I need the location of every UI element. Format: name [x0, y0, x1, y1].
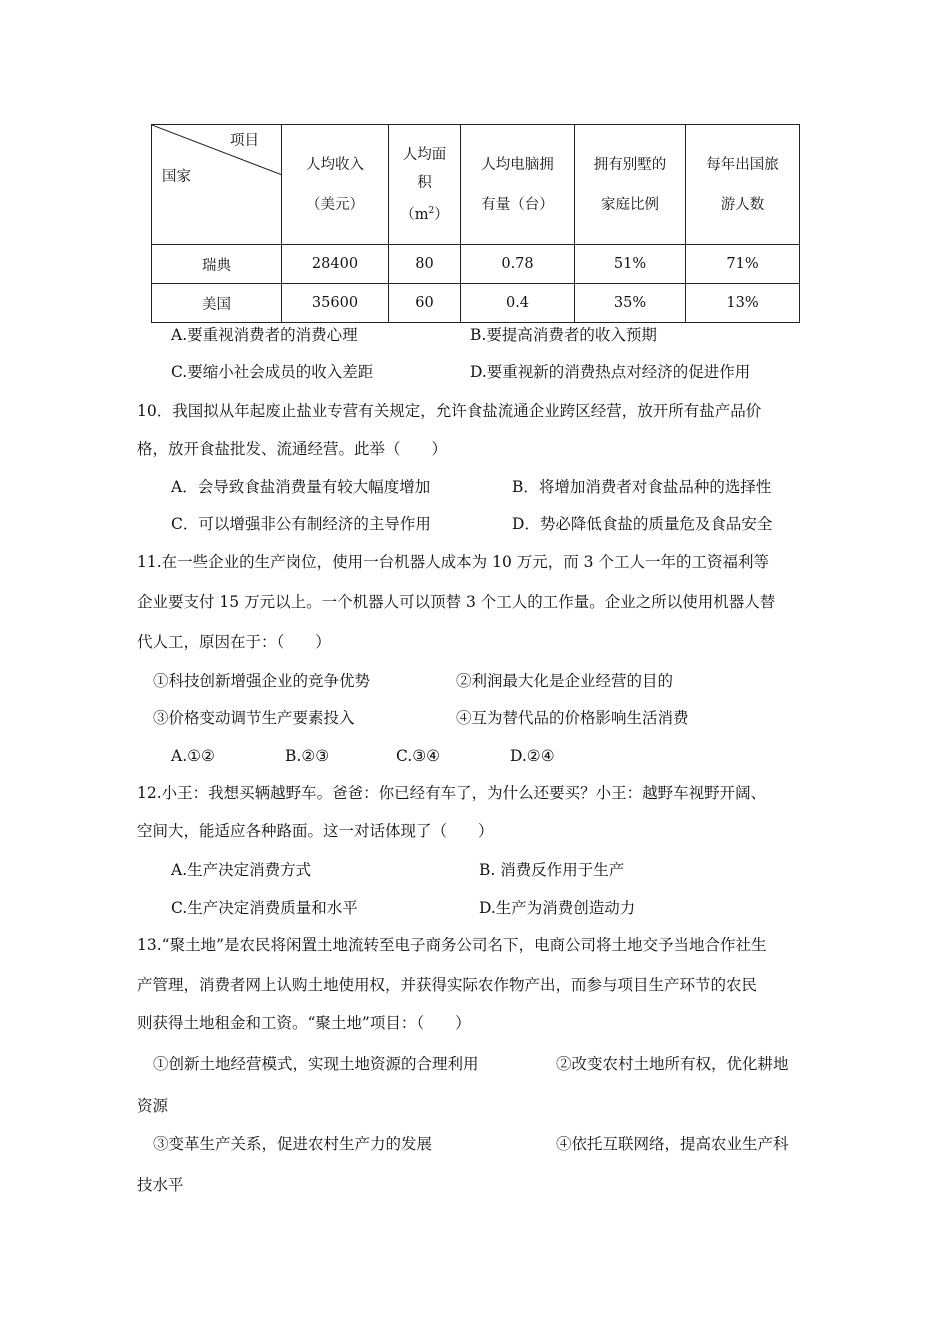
table-header-row [152, 125, 800, 245]
cell-value: 71% [686, 245, 800, 284]
table-corner-cell [152, 125, 282, 245]
q13-stem-line: 则获得土地租金和工资。“聚土地”项目：（ ） [137, 1014, 471, 1032]
corner-label-item: 项目 [230, 133, 259, 149]
q10-option-d: D．势必降低食盐的质量危及食品安全 [512, 515, 773, 533]
header-area: 人均面 积 $(m^2)$ [389, 125, 461, 245]
q12-option-a: A.生产决定消费方式 [171, 861, 312, 879]
q11-statement-2: ②利润最大化是企业经营的目的 [456, 672, 674, 690]
header-travel: 每年出国旅 游人数 [686, 125, 800, 245]
cell-value: 60 [389, 284, 461, 323]
q10-stem-line: 格，放开食盐批发、流通经营。此举（ ） [137, 440, 448, 458]
q11-stem-line: 11.在一些企业的生产岗位，使用一台机器人成本为 10 万元，而 3 个工人一年的工资福利等 [137, 553, 769, 571]
q9-option-b: B.要提高消费者的收入预期 [470, 326, 657, 344]
q12-option-d: D.生产为消费创造动力 [479, 899, 636, 917]
q10-option-c: C．可以增强非公有制经济的主导作用 [171, 515, 431, 533]
table-row [152, 245, 800, 284]
q13-statement-2: ②改变农村土地所有权，优化耕地 [556, 1055, 789, 1073]
q11-stem-line: 代人工，原因在于：（ ） [137, 633, 331, 651]
q10-option-b: B．将增加消费者对食盐品种的选择性 [512, 478, 772, 496]
q10-stem-line: 10．我国拟从年起废止盐业专营有关规定，允许食盐流通企业跨区经营，放开所有盐产品价 [137, 402, 762, 420]
data-table [151, 124, 800, 323]
q13-statement-4-cont: 技水平 [137, 1176, 184, 1194]
q10-option-a: A．会导致食盐消费量有较大幅度增加 [171, 478, 431, 496]
q12-stem-line: 空间大，能适应各种路面。这一对话体现了（ ） [137, 822, 494, 840]
q13-statement-4: ④依托互联网络，提高农业生产科 [556, 1135, 789, 1153]
cell-value: 0.78 [461, 245, 575, 284]
corner-label-country: 国家 [162, 169, 191, 185]
cell-value: 0.4 [461, 284, 575, 323]
q13-statement-2-cont: 资源 [137, 1097, 169, 1115]
cell-value: 80 [389, 245, 461, 284]
cell-value: 13% [686, 284, 800, 323]
cell-country: 美国 [152, 284, 282, 323]
header-villa: 拥有别墅的 家庭比例 [575, 125, 686, 245]
cell-value: 51% [575, 245, 686, 284]
q13-stem-line: 产管理，消费者网上认购土地使用权，并获得实际农作物产出，而参与项目生产环节的农民 [137, 976, 758, 994]
cell-value: 35% [575, 284, 686, 323]
header-income: 人均收入 （美元） [282, 125, 389, 245]
q11-statement-1: ①科技创新增强企业的竞争优势 [153, 672, 371, 690]
q12-stem-line: 12.小王：我想买辆越野车。爸爸：你已经有车了，为什么还要买？小王：越野车视野开阔、 [137, 784, 767, 802]
cell-value: 28400 [282, 245, 389, 284]
cell-country: 瑞典 [152, 245, 282, 284]
q11-option-b: B.②③ [285, 747, 330, 765]
q11-option-c: C.③④ [396, 747, 441, 765]
q12-option-b: B. 消费反作用于生产 [479, 861, 625, 879]
q9-option-d: D.要重视新的消费热点对经济的促进作用 [470, 363, 751, 381]
q11-statement-4: ④互为替代品的价格影响生活消费 [456, 709, 689, 727]
q13-stem-line: 13.“聚土地”是农民将闲置土地流转至电子商务公司名下，电商公司将土地交予当地合作社生 [137, 936, 767, 954]
q13-statement-3: ③变革生产关系，促进农村生产力的发展 [153, 1135, 433, 1153]
q13-statement-1: ①创新土地经营模式，实现土地资源的合理利用 [153, 1055, 479, 1073]
cell-value: 35600 [282, 284, 389, 323]
q11-option-a: A.①② [171, 747, 215, 765]
table-row [152, 284, 800, 323]
q9-option-a: A.要重视消费者的消费心理 [171, 326, 358, 344]
q11-statement-3: ③价格变动调节生产要素投入 [153, 709, 355, 727]
q11-option-d: D.②④ [510, 747, 555, 765]
q11-stem-line: 企业要支付 15 万元以上。一个机器人可以顶替 3 个工人的工作量。企业之所以使用机器人替 [137, 593, 776, 611]
q9-option-c: C.要缩小社会成员的收入差距 [171, 363, 374, 381]
header-computers: 人均电脑拥 有量（台） [461, 125, 575, 245]
q12-option-c: C.生产决定消费质量和水平 [171, 899, 358, 917]
